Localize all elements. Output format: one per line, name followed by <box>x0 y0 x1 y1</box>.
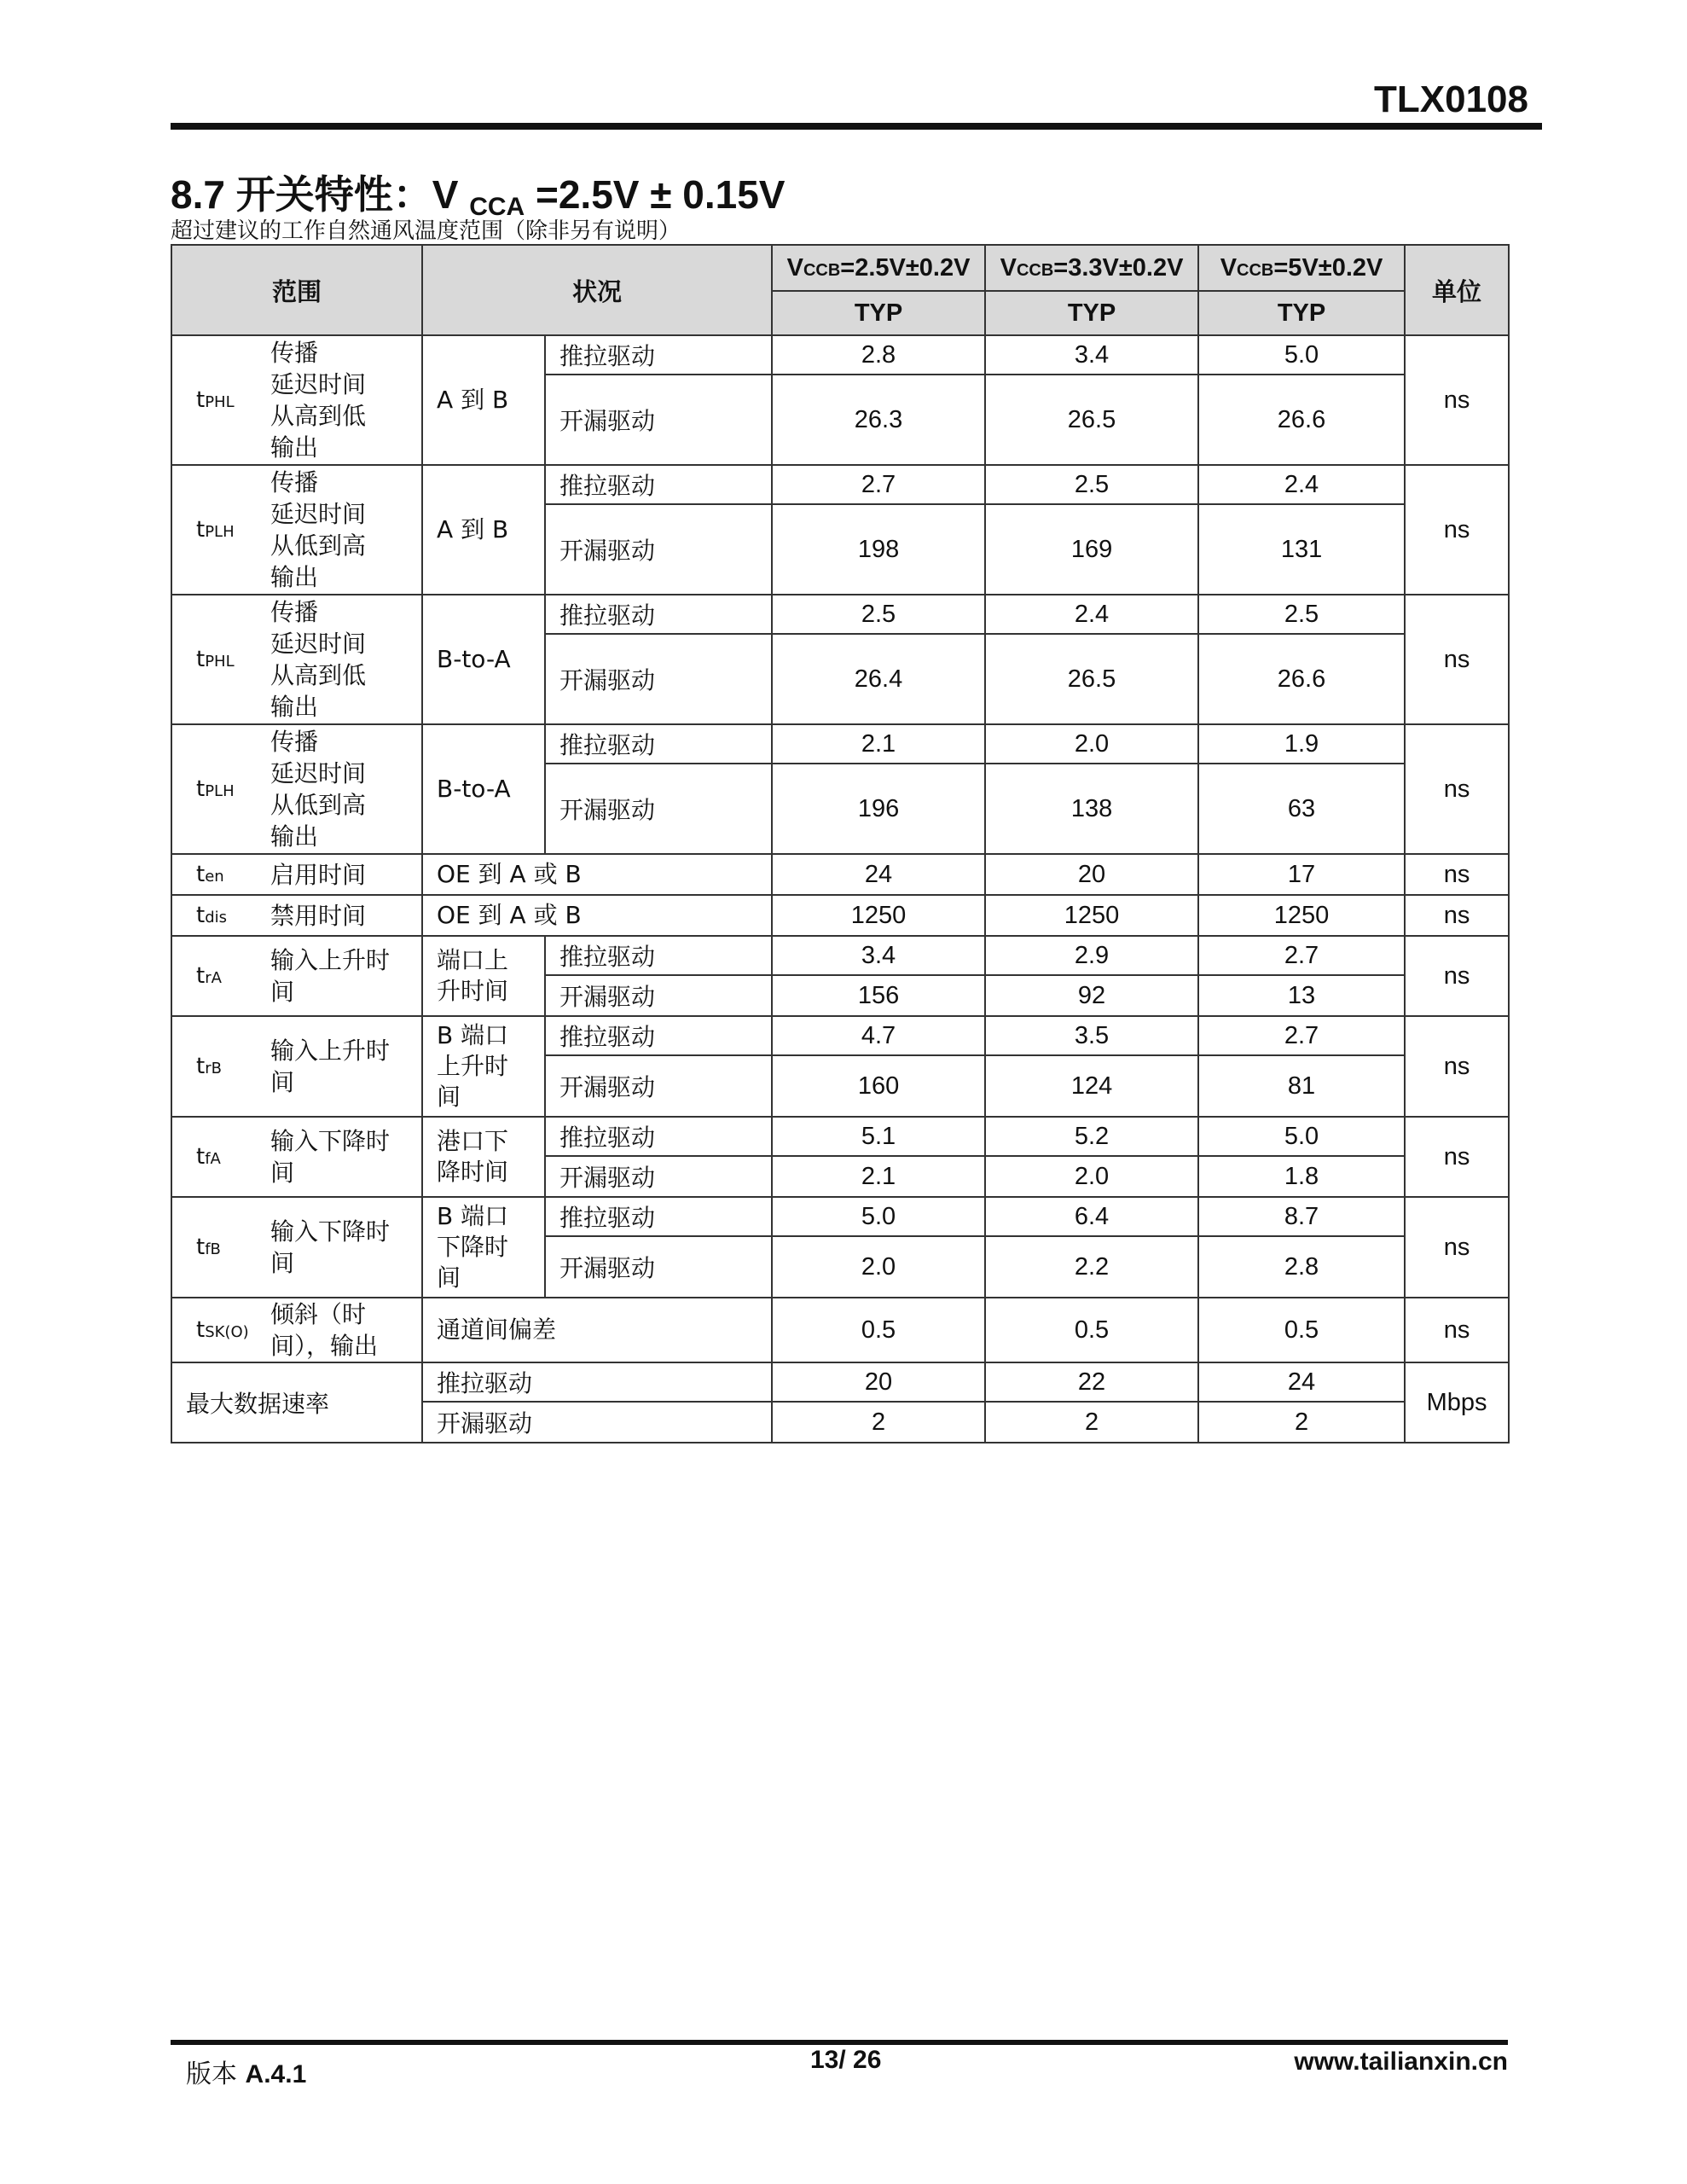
condition <box>422 1298 772 1362</box>
drive-type: 推拉驱动 <box>545 595 772 634</box>
condition-line: 下降时 <box>437 1233 509 1261</box>
parameter-symbol <box>171 936 267 1016</box>
symbol-main: t <box>196 862 206 887</box>
description-line: 间 <box>270 978 295 1006</box>
description-line: 输出 <box>270 563 319 591</box>
typ-value: 26.4 <box>772 634 985 724</box>
condition-line: 端口上 <box>437 946 509 974</box>
symbol-main: t <box>196 1144 206 1170</box>
typ-value: 3.4 <box>772 936 985 975</box>
drive-type: 开漏驱动 <box>545 975 772 1016</box>
drive-type: 开漏驱动 <box>545 1156 772 1197</box>
symbol-main: t <box>196 1317 206 1343</box>
document-title: TLX0108 <box>1374 78 1528 120</box>
typ-value: 2.5 <box>772 595 985 634</box>
condition <box>422 724 545 854</box>
parameter-description <box>267 1117 422 1197</box>
typ-value: 5.2 <box>985 1117 1198 1156</box>
typ-value: 196 <box>772 764 985 854</box>
parameter-symbol <box>171 335 267 465</box>
parameter-symbol <box>171 1298 267 1362</box>
typ-value: 2.9 <box>985 936 1198 975</box>
description-line: 从高到低 <box>270 661 367 689</box>
symbol-main: t <box>196 387 206 413</box>
drive-type: 推拉驱动 <box>422 1362 772 1402</box>
typ-value: 138 <box>985 764 1198 854</box>
typ-value: 5.0 <box>1198 1117 1405 1156</box>
condition-line: OE 到 A 或 B <box>437 860 582 888</box>
parameter-description <box>267 1298 422 1362</box>
description-line: 输入上升时 <box>270 946 391 974</box>
typ-value: 1.9 <box>1198 724 1405 764</box>
typ-value: 26.6 <box>1198 634 1405 724</box>
symbol-subscript: PLH <box>205 523 235 541</box>
description-line: 间 <box>270 1159 295 1187</box>
drive-type: 开漏驱动 <box>422 1402 772 1443</box>
typ-value: 17 <box>1198 854 1405 895</box>
table-row <box>171 595 1509 634</box>
condition-line: 港口下 <box>437 1127 509 1155</box>
typ-value: 2 <box>772 1402 985 1443</box>
symbol-subscript: fB <box>205 1240 221 1258</box>
parameter-symbol <box>171 595 267 724</box>
parameter-symbol <box>171 724 267 854</box>
description-line: 间 <box>270 1068 295 1096</box>
description-line: 传播 <box>270 728 319 756</box>
description-line: 传播 <box>270 339 319 367</box>
typ-value: 0.5 <box>1198 1298 1405 1362</box>
header-typ: TYP <box>985 291 1198 335</box>
section-title-v: V <box>432 172 459 217</box>
symbol-subscript: PHL <box>205 653 235 671</box>
condition-line: 通道间偏差 <box>437 1316 557 1344</box>
unit-cell: ns <box>1405 1197 1509 1298</box>
typ-value: 2.8 <box>1198 1236 1405 1298</box>
symbol-subscript: PHL <box>205 393 235 411</box>
description-line: 输出 <box>270 433 319 462</box>
description-line: 输入下降时 <box>270 1217 391 1246</box>
header-vccb-col-1: VCCB=2.5V±0.2V <box>772 245 985 291</box>
typ-value: 8.7 <box>1198 1197 1405 1236</box>
parameter-description <box>267 1016 422 1117</box>
typ-value: 198 <box>772 504 985 595</box>
parameter-description <box>267 1197 422 1298</box>
drive-type: 推拉驱动 <box>545 936 772 975</box>
section-title <box>171 164 786 220</box>
condition <box>422 895 772 936</box>
table-row <box>171 465 1509 504</box>
typ-value: 1250 <box>985 895 1198 936</box>
condition-line: A 到 B <box>437 386 509 414</box>
symbol-subscript: dis <box>205 909 228 926</box>
description-line: 延迟时间 <box>270 500 367 528</box>
unit-cell: ns <box>1405 595 1509 724</box>
condition <box>422 1197 545 1298</box>
typ-value: 24 <box>772 854 985 895</box>
typ-value: 2.2 <box>985 1236 1198 1298</box>
parameter-description <box>267 335 422 465</box>
drive-type: 开漏驱动 <box>545 1055 772 1117</box>
parameter-description <box>267 895 422 936</box>
unit-cell: ns <box>1405 895 1509 936</box>
parameter-symbol <box>171 1016 267 1117</box>
typ-value: 13 <box>1198 975 1405 1016</box>
condition-line: 降时间 <box>437 1158 509 1186</box>
footer-version: 版本 A.4.1 <box>186 2059 307 2089</box>
typ-value: 3.4 <box>985 335 1198 375</box>
table-row <box>171 335 1509 375</box>
typ-value: 2.5 <box>1198 595 1405 634</box>
typ-value: 26.6 <box>1198 375 1405 465</box>
condition-line: B-to-A <box>437 775 511 803</box>
typ-value: 24 <box>1198 1362 1405 1402</box>
description-line: 从低到高 <box>270 531 367 560</box>
page-number: 13/ 26 <box>810 2046 882 2074</box>
unit-cell: ns <box>1405 335 1509 465</box>
typ-value: 2.7 <box>1198 1016 1405 1055</box>
table-row <box>171 1362 1509 1402</box>
parameter-symbol <box>171 895 267 936</box>
unit-cell: ns <box>1405 1298 1509 1362</box>
typ-value: 20 <box>985 854 1198 895</box>
typ-value: 92 <box>985 975 1198 1016</box>
description-line: 延迟时间 <box>270 759 367 787</box>
unit-cell: ns <box>1405 1016 1509 1117</box>
table-row <box>171 936 1509 975</box>
typ-value: 1.8 <box>1198 1156 1405 1197</box>
typ-value: 2.4 <box>1198 465 1405 504</box>
symbol-main: t <box>196 776 206 802</box>
typ-value: 2.8 <box>772 335 985 375</box>
typ-value: 4.7 <box>772 1016 985 1055</box>
footer-website: www.tailianxin.cn <box>1294 2048 1508 2076</box>
condition <box>422 335 545 465</box>
condition-line: 升时间 <box>437 977 509 1005</box>
drive-type: 推拉驱动 <box>545 1016 772 1055</box>
typ-value: 22 <box>985 1362 1198 1402</box>
description-line: 从高到低 <box>270 402 367 430</box>
description-line: 延迟时间 <box>270 630 367 658</box>
description-line: 倾斜（时 <box>270 1300 367 1328</box>
header-typ: TYP <box>1198 291 1405 335</box>
unit-cell: ns <box>1405 936 1509 1016</box>
typ-value: 0.5 <box>772 1298 985 1362</box>
parameter-symbol <box>171 465 267 595</box>
typ-value: 2 <box>985 1402 1198 1443</box>
typ-value: 20 <box>772 1362 985 1402</box>
drive-type: 推拉驱动 <box>545 1117 772 1156</box>
symbol-subscript: rA <box>205 969 222 987</box>
parameter-description <box>267 936 422 1016</box>
parameter-description <box>267 595 422 724</box>
header-status: 状况 <box>422 245 772 335</box>
table-row <box>171 854 1509 895</box>
typ-value: 2.7 <box>1198 936 1405 975</box>
table-row <box>171 1016 1509 1055</box>
description-line: 从低到高 <box>270 791 367 819</box>
description-line: 输入下降时 <box>270 1127 391 1155</box>
typ-value: 2.4 <box>985 595 1198 634</box>
description-line: 输入上升时 <box>270 1037 391 1065</box>
typ-value: 2.0 <box>985 1156 1198 1197</box>
condition <box>422 936 545 1016</box>
typ-value: 2.0 <box>985 724 1198 764</box>
table-row <box>171 1117 1509 1156</box>
condition-line: 上升时 <box>437 1052 509 1080</box>
section-number: 8.7 <box>171 172 225 217</box>
table-row <box>171 1197 1509 1236</box>
max-data-rate-label: 最大数据速率 <box>171 1362 422 1443</box>
table-row <box>171 1298 1509 1362</box>
typ-value: 1250 <box>772 895 985 936</box>
condition-line: B 端口 <box>437 1021 509 1049</box>
description-line: 间 <box>270 1249 295 1277</box>
condition <box>422 1016 545 1117</box>
table-row <box>171 724 1509 764</box>
footer-rule <box>171 2040 1508 2045</box>
typ-value: 63 <box>1198 764 1405 854</box>
typ-value: 156 <box>772 975 985 1016</box>
condition <box>422 595 545 724</box>
typ-value: 2.1 <box>772 1156 985 1197</box>
condition-line: A 到 B <box>437 515 509 543</box>
header-vccb-col-2: VCCB=3.3V±0.2V <box>985 245 1198 291</box>
unit-cell: ns <box>1405 854 1509 895</box>
drive-type: 推拉驱动 <box>545 335 772 375</box>
typ-value: 160 <box>772 1055 985 1117</box>
symbol-subscript: PLH <box>205 782 235 800</box>
description-line: 启用时间 <box>270 860 367 889</box>
condition <box>422 1117 545 1197</box>
parameter-description <box>267 465 422 595</box>
symbol-main: t <box>196 903 206 928</box>
typ-value: 169 <box>985 504 1198 595</box>
unit-cell: ns <box>1405 724 1509 854</box>
symbol-main: t <box>196 517 206 543</box>
condition-line: OE 到 A 或 B <box>437 901 582 929</box>
header-rule <box>171 123 1542 130</box>
typ-value: 1250 <box>1198 895 1405 936</box>
table-row <box>171 895 1509 936</box>
header-unit: 单位 <box>1405 245 1509 335</box>
symbol-main: t <box>196 963 206 989</box>
typ-value: 2.5 <box>985 465 1198 504</box>
typ-value: 2.0 <box>772 1236 985 1298</box>
typ-value: 2.7 <box>772 465 985 504</box>
description-line: 间），输出 <box>270 1332 379 1360</box>
symbol-subscript: en <box>205 868 224 886</box>
description-line: 传播 <box>270 468 319 497</box>
header-vccb-col-3: VCCB=5V±0.2V <box>1198 245 1405 291</box>
drive-type: 推拉驱动 <box>545 465 772 504</box>
parameter-symbol <box>171 1197 267 1298</box>
drive-type: 推拉驱动 <box>545 724 772 764</box>
section-title-v-sub: CCA <box>469 193 525 221</box>
typ-value: 3.5 <box>985 1016 1198 1055</box>
symbol-main: t <box>196 1234 206 1260</box>
typ-value: 5.1 <box>772 1117 985 1156</box>
switching-characteristics-table <box>171 244 1510 1443</box>
symbol-main: t <box>196 647 206 672</box>
typ-value: 26.3 <box>772 375 985 465</box>
description-line: 禁用时间 <box>270 901 367 930</box>
typ-value: 6.4 <box>985 1197 1198 1236</box>
drive-type: 开漏驱动 <box>545 634 772 724</box>
typ-value: 131 <box>1198 504 1405 595</box>
drive-type: 开漏驱动 <box>545 504 772 595</box>
header-range: 范围 <box>171 245 422 335</box>
typ-value: 26.5 <box>985 375 1198 465</box>
parameter-symbol <box>171 1117 267 1197</box>
description-line: 传播 <box>270 598 319 626</box>
condition-line: B 端口 <box>437 1202 509 1230</box>
parameter-description <box>267 724 422 854</box>
drive-type: 推拉驱动 <box>545 1197 772 1236</box>
drive-type: 开漏驱动 <box>545 375 772 465</box>
condition-line: 间 <box>437 1083 461 1111</box>
header-typ: TYP <box>772 291 985 335</box>
unit-cell: Mbps <box>1405 1362 1509 1443</box>
parameter-description <box>267 854 422 895</box>
description-line: 延迟时间 <box>270 370 367 398</box>
description-line: 输出 <box>270 822 319 851</box>
unit-cell: ns <box>1405 1117 1509 1197</box>
section-title-cn: 开关特性： <box>235 172 432 217</box>
typ-value: 2.1 <box>772 724 985 764</box>
typ-value: 5.0 <box>772 1197 985 1236</box>
unit-cell: ns <box>1405 465 1509 595</box>
condition-line: 间 <box>437 1263 461 1292</box>
description-line: 输出 <box>270 693 319 721</box>
condition-line: B-to-A <box>437 645 511 673</box>
symbol-subscript: fA <box>205 1150 221 1168</box>
typ-value: 26.5 <box>985 634 1198 724</box>
typ-value: 124 <box>985 1055 1198 1117</box>
section-title-condition: =2.5V ± 0.15V <box>535 172 786 217</box>
condition <box>422 465 545 595</box>
typ-value: 2 <box>1198 1402 1405 1443</box>
typ-value: 5.0 <box>1198 335 1405 375</box>
condition <box>422 854 772 895</box>
symbol-subscript: rB <box>205 1060 222 1077</box>
drive-type: 开漏驱动 <box>545 764 772 854</box>
symbol-subscript: SK(O) <box>205 1323 249 1341</box>
drive-type: 开漏驱动 <box>545 1236 772 1298</box>
section-subtitle: 超过建议的工作自然通风温度范围（除非另有说明） <box>171 218 681 244</box>
typ-value: 0.5 <box>985 1298 1198 1362</box>
symbol-main: t <box>196 1054 206 1079</box>
typ-value: 81 <box>1198 1055 1405 1117</box>
parameter-symbol <box>171 854 267 895</box>
